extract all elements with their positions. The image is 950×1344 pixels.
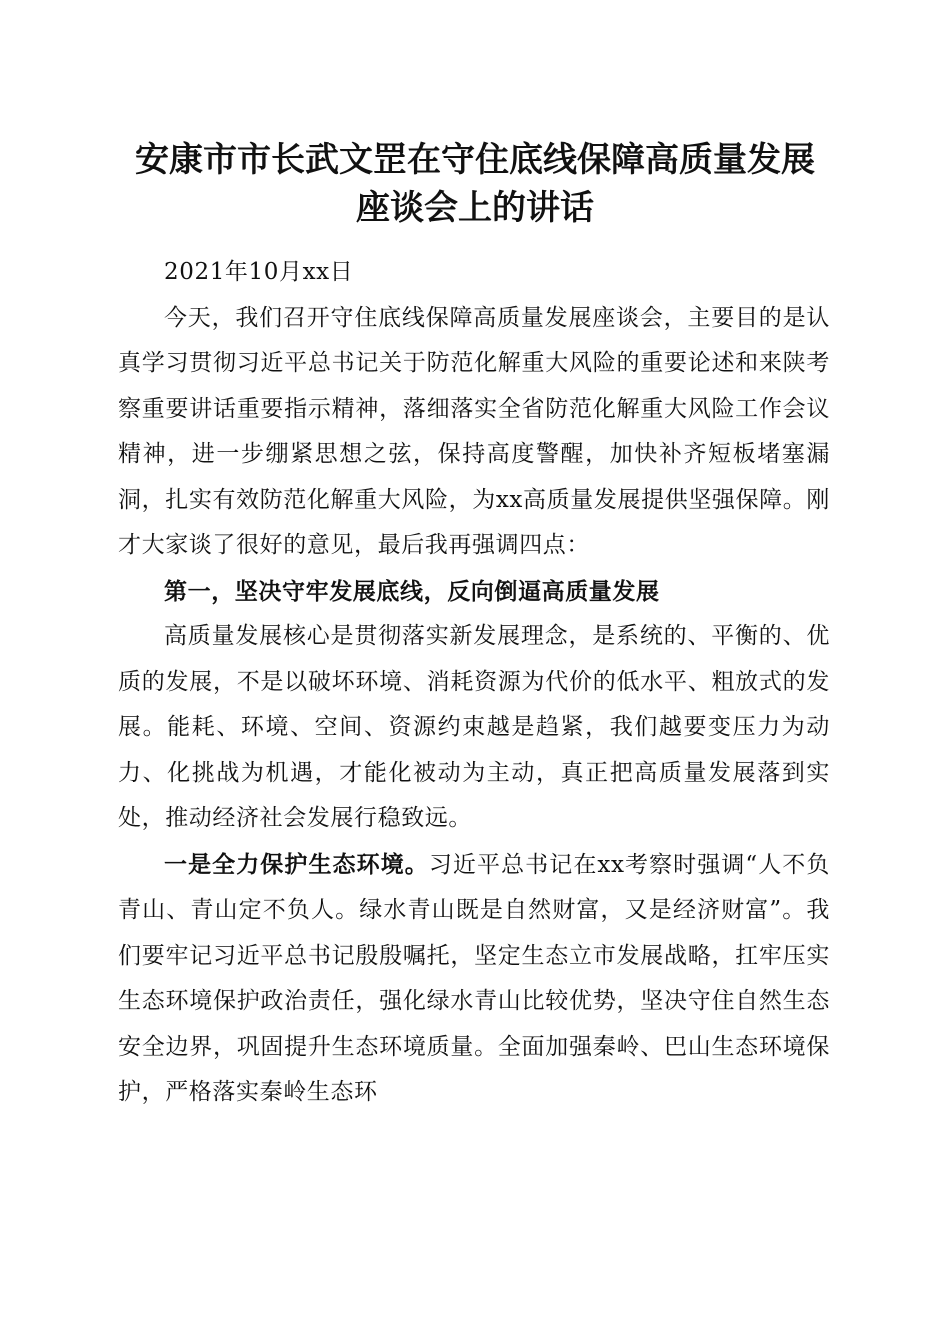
point-1-body: 习近平总书记在xx考察时强调“人不负青山、青山定不负人。绿水青山既是自然财富，又是经济财富”。我们要牢记习近平总书记殷殷嘱托，坚定生态立市发展战略，扛牢压实生态环境保护政治责任，强化绿水青山比较优势，坚决守住自然生态安全边界，巩固提升生态环境质量。全面加强秦岭、巴山生态环境保护，严格落实秦岭生态环 — [118, 851, 830, 1105]
section-1-paragraph: 高质量发展核心是贯彻落实新发展理念，是系统的、平衡的、优质的发展，不是以破坏环境、消耗资源为代价的低水平、粗放式的发展。能耗、环境、空间、资源约束越是趋紧，我们越要变压力为动力、化挑战为机遇，才能化被动为主动，真正把高质量发展落到实处，推动经济社会发展行稳致远。 — [118, 623, 830, 831]
title-line-1: 安康市市长武文罡在守住底线保障高质量发展 — [135, 140, 815, 180]
point-1-lead: 一是全力保护生态环境。 — [164, 850, 429, 878]
document-title — [110, 136, 840, 232]
title-line-2: 座谈会上的讲话 — [356, 188, 594, 228]
document-body — [118, 250, 830, 1116]
point-1-paragraph — [118, 842, 830, 1116]
section-1-heading: 第一，坚决守牢发展底线，反向倒逼高质量发展 — [164, 577, 660, 605]
date-line: 2021年10月xx日 — [164, 259, 354, 285]
intro-paragraph: 今天，我们召开守住底线保障高质量发展座谈会，主要目的是认真学习贯彻习近平总书记关于防范化解重大风险的重要论述和来陕考察重要讲话重要指示精神，落细落实全省防范化解重大风险工作会议精神，进一步绷紧思想之弦，保持高度警醒，加快补齐短板堵塞漏洞，扎实有效防范化解重大风险，为xx高质量发展提供坚强保障。刚才大家谈了很好的意见，最后我再强调四点： — [118, 304, 830, 558]
